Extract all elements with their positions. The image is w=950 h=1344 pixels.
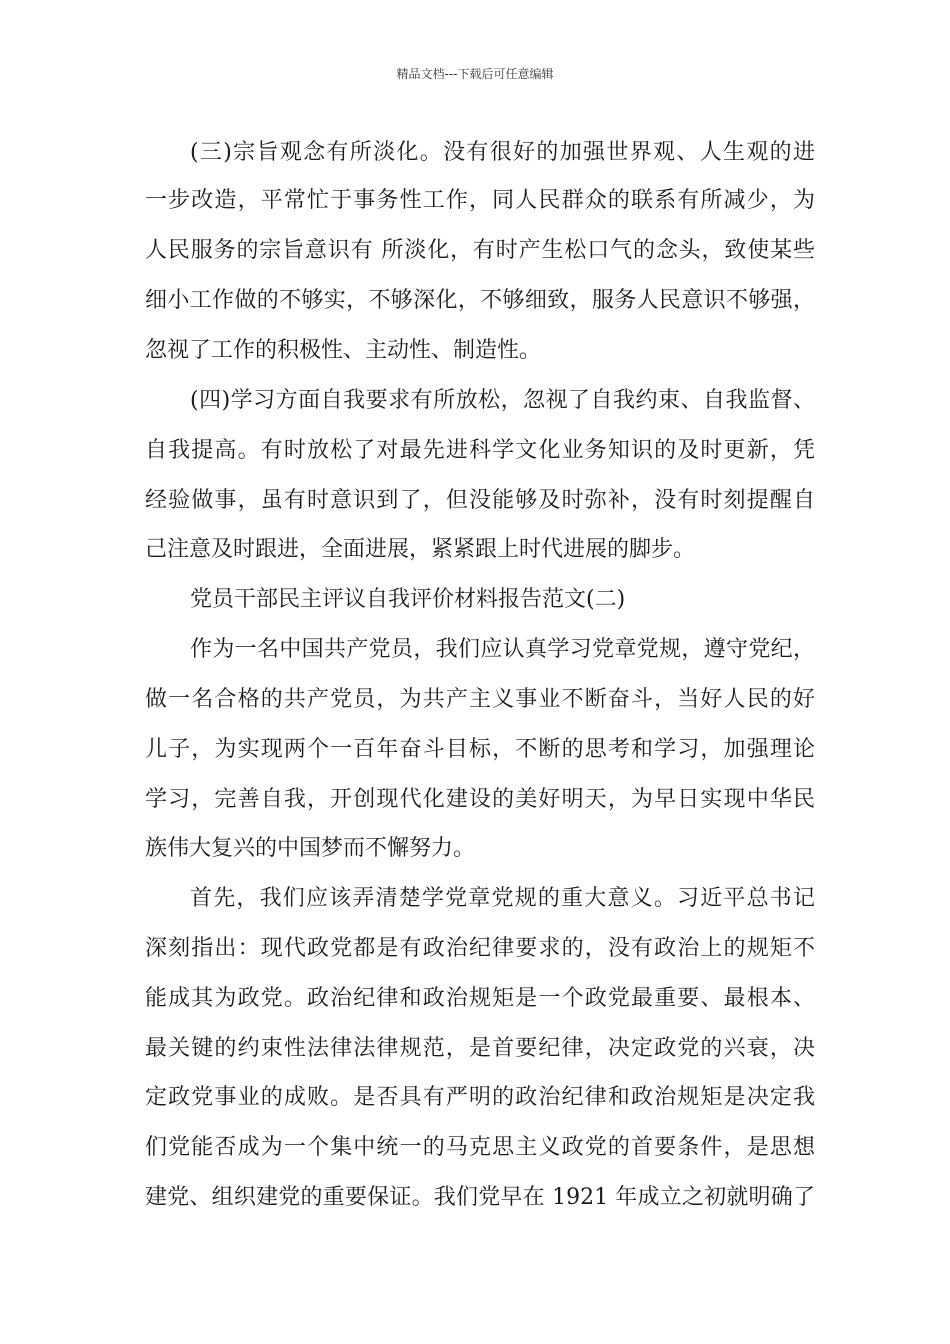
page-header: 精品文档---下载后可任意编辑 (396, 67, 554, 81)
text-line: (三)宗旨观念有所淡化。没有很好的加强世界观、人生观的进 (190, 140, 815, 165)
text-line: 定政党事业的成败。是否具有严明的政治纪律和政治规矩是决定我 (145, 1085, 815, 1110)
text-line: 人民服务的宗旨意识有 所淡化，有时产生松口气的念头，致使某些 (145, 238, 815, 263)
text-line: 最关键的约束性法律法律规范，是首要纪律，决定政党的兴衰，决 (145, 1036, 815, 1061)
text-line: 己注意及时跟进，全面进展，紧紧跟上时代进展的脚步。 (145, 537, 696, 562)
text-line: 做一名合格的共产党员，为共产主义事业不断奋斗，当好人民的好 (145, 687, 815, 712)
text-line: 学习，完善自我，开创现代化建设的美好明天，为早日实现中华民 (145, 787, 815, 812)
section-heading: 党员干部民主评议自我评价材料报告范文(二) (190, 587, 626, 612)
text-line: 们党能否成为一个集中统一的马克思主义政党的首要条件，是思想 (145, 1135, 815, 1160)
text-line: 忽视了工作的积极性、主动性、制造性。 (145, 338, 542, 363)
text-line: 深刻指出：现代政党都是有政治纪律要求的，没有政治上的规矩不 (145, 936, 815, 961)
text-line: 首先，我们应该弄清楚学党章党规的重大意义。习近平总书记 (190, 886, 815, 911)
text-line: 族伟大复兴的中国梦而不懈努力。 (145, 836, 476, 861)
text-line: 经验做事，虽有时意识到了，但没能够及时弥补，没有时刻提醒自 (145, 488, 815, 513)
text-line: 细小工作做的不够实，不够深化，不够细致，服务人民意识不够强， (145, 288, 815, 313)
text-line: (四)学习方面自我要求有所放松，忽视了自我约束、自我监督、 (190, 388, 815, 413)
text-line: 作为一名中国共产党员，我们应认真学习党章党规，遵守党纪， (190, 637, 815, 662)
text-line: 能成其为政党。政治纪律和政治规矩是一个政党最重要、最根本、 (145, 986, 815, 1011)
text-line: 儿子，为实现两个一百年奋斗目标，不断的思考和学习，加强理论 (145, 737, 815, 762)
text-line: 建党、组织建党的重要保证。我们党早在 1921 年成立之初就明确了 (145, 1185, 815, 1210)
text-line: 一步改造，平常忙于事务性工作，同人民群众的联系有所减少，为 (145, 188, 815, 213)
text-line: 自我提高。有时放松了对最先进科学文化业务知识的及时更新，凭 (145, 438, 815, 463)
